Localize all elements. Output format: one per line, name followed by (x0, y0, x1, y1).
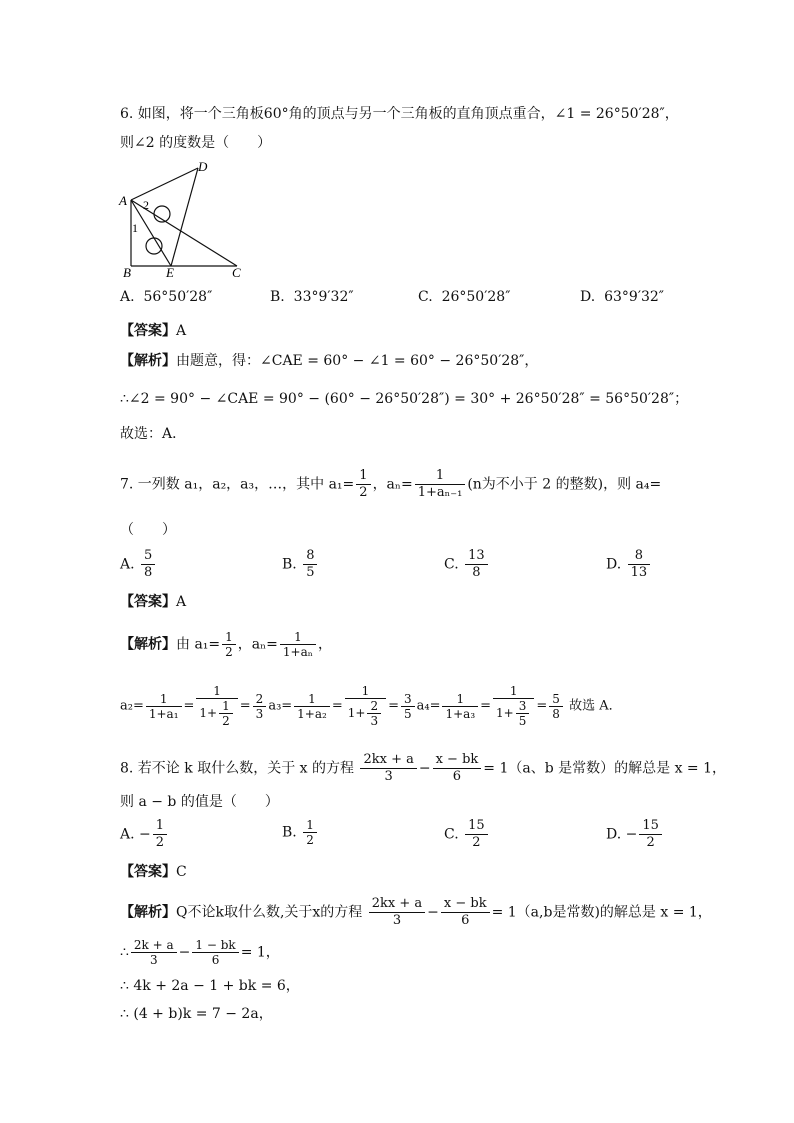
q6-option-a: A. 56°50′28″ (120, 289, 213, 305)
q8-option-d: D. − $\frac{15}{2}$ (606, 818, 664, 851)
q6-analysis-line1: 【解析】由题意，得：∠CAE = 60° − ∠1 = 60° − 26°50′28″， (120, 353, 539, 369)
q8-analysis-line2: ∴ $\frac{2k + a}{3}$ − $\frac{1 - bk}{6}$ = 1， (120, 938, 280, 967)
label-e: E (166, 265, 174, 280)
q7-answer: 【答案】A (120, 594, 187, 610)
q8-option-c: C. $\frac{15}{2}$ (444, 818, 490, 851)
q6-option-d: D. 63°9′32″ (580, 289, 665, 305)
q7-option-c: C. $\frac{13}{8}$ (444, 548, 490, 581)
label-b: B (123, 265, 131, 280)
q7-option-b: B. $\frac{8}{5}$ (282, 548, 319, 581)
segment-ad (131, 168, 198, 200)
q6-option-b: B. 33°9′32″ (270, 289, 354, 305)
label-angle-2: 2 (143, 198, 149, 212)
q6-analysis-line2: ∴∠2 = 90° − ∠CAE = 90° − (60° − 26°50′28″) = 30° + 26°50′28″ = 56°50′28″； (120, 391, 689, 407)
label-angle-1: 1 (132, 221, 138, 235)
q6-stem-line1: 6. 如图，将一个三角板60°角的顶点与另一个三角板的直角顶点重合，∠1 = 26°50′28″， (120, 106, 679, 122)
q8-answer: 【答案】C (120, 864, 187, 880)
q6-answer: 【答案】A (120, 323, 187, 339)
q7-option-a: A. $\frac{5}{8}$ (120, 548, 157, 581)
q7-option-d: D. $\frac{8}{13}$ (606, 548, 652, 581)
q6-conclusion: 故选：A． (120, 426, 187, 442)
q8-analysis-line1: 【解析】Q不论k取什么数,关于x的方程 $\frac{2kx + a}{3}$ − $\frac{x - bk}{6}$ = 1（a,b是常数)的解总是 x = 1， (120, 896, 712, 928)
q8-stem-line2: 则 a − b 的值是（ ） (120, 794, 279, 810)
q7-analysis-calc: a₂= $\frac{1}{\text{1+a₁}}$ = 1 1+ $\frac{1}{2}$ = $\frac{2}{3}$ a₃= $\frac{1}{\text{1+a₂}}$ = 1 1+ $\frac{2}{3}$ = $\frac{3}{5}$ a₄= $\frac{1}{\text{1+a₃}}$ = 1 1+ $\frac{3}{5}$ = $\frac{5}{8}$ 故选 A． (120, 684, 622, 728)
label-a: A (119, 193, 127, 208)
segment-de (171, 168, 198, 266)
label-d: D (198, 159, 208, 174)
circle-lower (146, 238, 162, 254)
label-c: C (232, 265, 241, 280)
q8-analysis-line3: ∴ 4k + 2a − 1 + bk = 6， (120, 978, 300, 994)
q7-stem: 7. 一列数 a₁，a₂，a₃，…，其中 a₁= $\frac{1}{2}$ ，aₙ= $\frac{1}{\text{1+aₙ₋₁}}$ (n为不小于 2 的整数)，则 a₄= (120, 468, 662, 500)
q8-option-a: A. − $\frac{1}{2}$ (120, 818, 169, 851)
q6-option-c: C. 26°50′28″ (418, 289, 511, 305)
q6-triangle-figure (118, 158, 258, 282)
q6-stem-line2: 则∠2 的度数是（ ） (120, 135, 272, 151)
q7-paren: （ ） (120, 522, 176, 538)
q8-stem-line1: 8. 若不论 k 取什么数，关于 x 的方程 $\frac{2kx + a}{3}$ − $\frac{x - bk}{6}$ = 1（a、b 是常数）的解总是 x = 1， (120, 752, 727, 784)
q7-analysis-line1: 【解析】由 a₁= $\frac{1}{2}$ ，aₙ= $\frac{1}{\text{1+aₙ}}$ ， (120, 630, 332, 659)
q8-analysis-line4: ∴ (4 + b)k = 7 − 2a， (120, 1006, 273, 1022)
q8-option-b: B. $\frac{1}{2}$ (282, 818, 319, 847)
